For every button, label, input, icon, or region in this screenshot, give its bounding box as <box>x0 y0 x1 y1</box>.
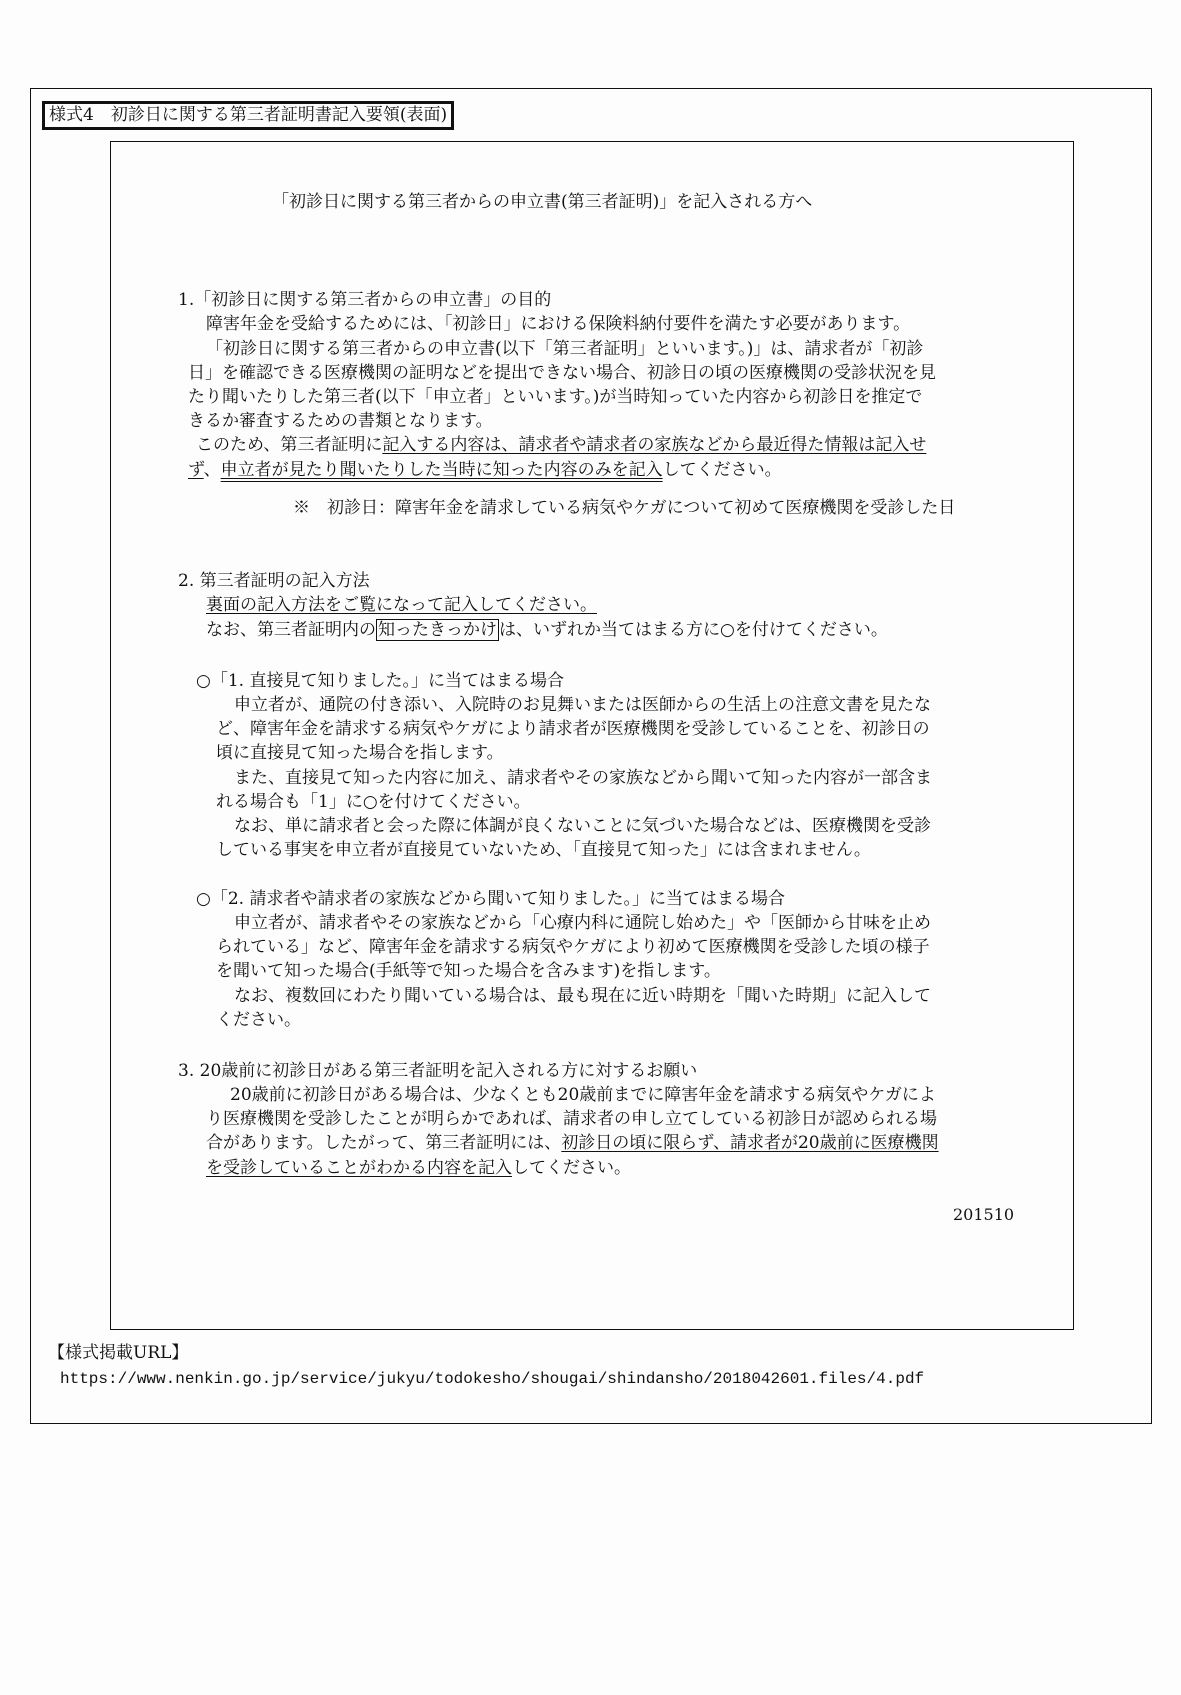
section3-line <box>206 1132 939 1154</box>
section1-line: 障害年金を受給するためには、「初診日」における保険料納付要件を満たす必要があります。 <box>206 314 911 334</box>
section1-line: きるか審査するための書類となります。 <box>188 411 493 431</box>
case1-line: れる場合も「1」に○を付けてください。 <box>216 792 531 812</box>
note-double-underlined: 申立者が見たり聞いたりした当時に知った内容のみを記入 <box>220 460 663 480</box>
case2-line: を聞いて知った場合(手紙等で知った場合を含みます)を指します。 <box>216 961 721 981</box>
case1-line: している事実を申立者が直接見ていないため、「直接見て知った」には含まれません。 <box>216 840 871 860</box>
section1-title: 1.「初診日に関する第三者からの申立書」の目的 <box>178 290 552 310</box>
case2-line: なお、複数回にわたり聞いている場合は、最も現在に近い時期を「聞いた時期」に記入して <box>234 986 931 1006</box>
section2-title: 2. 第三者証明の記入方法 <box>178 571 370 591</box>
note-underlined: 記入する内容は、請求者や請求者の家族などから最近得た情報は記入せ <box>382 435 927 455</box>
source-url-link[interactable]: https://www.nenkin.go.jp/service/jukyu/todokesho/shougai/shindansho/2018042601.files/4.pdf <box>60 1370 925 1388</box>
section3-text: してください。 <box>512 1158 631 1178</box>
case2-line: 申立者が、請求者やその家族などから「心療内科に通院し始めた」や「医師から甘味を止め <box>234 913 931 933</box>
section1-line: 日」を確認できる医療機関の証明などを提出できない場合、初診日の頃の医療機関の受診状況を見 <box>188 363 936 383</box>
section1-line: 「初診日に関する第三者からの申立書(以下「第三者証明」といいます。)」は、請求者が「初診 <box>206 339 924 359</box>
case2-line: ください。 <box>216 1010 301 1030</box>
case1-line: なお、単に請求者と会った際に体調が良くないことに気づいた場合などは、医療機関を受診 <box>234 816 931 836</box>
case1-line: 頃に直接見て知った場合を指します。 <box>216 743 504 763</box>
document-heading: 「初診日に関する第三者からの申立書(第三者証明)」を記入される方へ <box>272 192 813 212</box>
section2-line <box>206 619 888 641</box>
note-text: してください。 <box>662 460 782 480</box>
section3-text: 合があります。したがって、第三者証明には、 <box>206 1133 562 1153</box>
boxed-term: 知ったきっかけ <box>378 620 497 640</box>
note-text: このため、第三者証明に <box>196 435 383 455</box>
section1-note-line <box>188 459 782 481</box>
section3-line: り医療機関を受診したことが明らかであれば、請求者の申し立てしている初診日が認められる場 <box>206 1109 937 1129</box>
case2-title: ○「2. 請求者や請求者の家族などから聞いて知りました。」に当てはまる場合 <box>196 889 785 909</box>
section3-line <box>206 1157 631 1179</box>
section3-line: 20歳前に初診日がある場合は、少なくとも20歳前までに障害年金を請求する病気やケガによ <box>230 1085 936 1105</box>
section3-title: 3. 20歳前に初診日がある第三者証明を記入される方に対するお願い <box>178 1061 698 1081</box>
section3-underlined: 初診日の頃に限らず、請求者が20歳前に医療機関 <box>561 1133 939 1153</box>
case2-line: られている」など、障害年金を請求する病気やケガにより初めて医療機関を受診した頃の様子 <box>216 937 930 957</box>
section2-text: なお、第三者証明内の <box>206 620 376 640</box>
case1-line: ど、障害年金を請求する病気やケガにより請求者が医療機関を受診していることを、初診日の <box>216 719 930 739</box>
case1-line: 申立者が、通院の付き添い、入院時のお見舞いまたは医師からの生活上の注意文書を見たな <box>234 695 931 715</box>
section2-text: は、いずれか当てはまる方に○を付けてください。 <box>499 620 888 640</box>
section3-underlined: を受診していることがわかる内容を記入 <box>206 1158 512 1178</box>
case1-line: また、直接見て知った内容に加え、請求者やその家族などから聞いて知った内容が一部含ま <box>234 768 933 788</box>
form-label: 様式4 初診日に関する第三者証明書記入要領(表面) <box>42 101 454 130</box>
section1-note-line <box>196 434 926 456</box>
note-underlined: ず <box>188 460 204 480</box>
version-code: 201510 <box>953 1205 1015 1224</box>
section1-line: たり聞いたりした第三者(以下「申立者」といいます。)が当時知っていた内容から初診日を推定で <box>188 387 923 407</box>
section2-underlined: 裏面の記入方法をご覧になって記入してください。 <box>206 595 597 615</box>
note-text: 、 <box>203 460 221 480</box>
source-url-label: 【様式掲載URL】 <box>48 1343 189 1363</box>
case1-title: ○「1. 直接見て知りました。」に当てはまる場合 <box>196 671 564 691</box>
definition-note: ※ 初診日：障害年金を請求している病気やケガについて初めて医療機関を受診した日 <box>293 498 956 518</box>
section2-line <box>206 594 597 616</box>
